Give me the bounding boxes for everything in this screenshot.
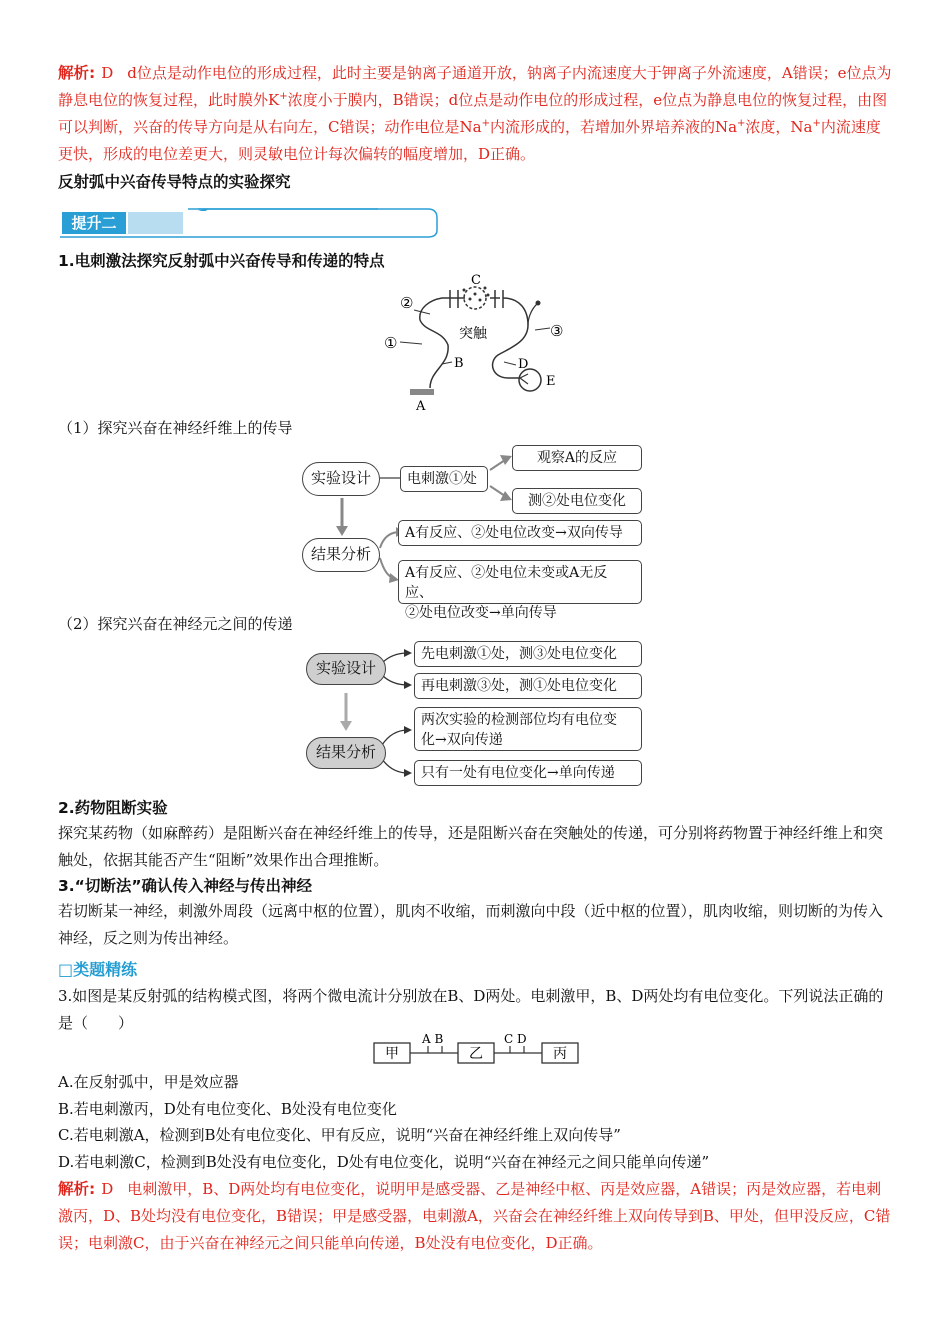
sup-plus: + (481, 118, 490, 129)
question-3: 3.如图是某反射弧的结构模式图，将两个微电流计分别放在B、D两处。电刺激甲，B、D两处均有电位变化。下列说法正确的是（ ） (58, 987, 884, 1032)
heading-2: 2.药物阻断实验 (58, 799, 168, 817)
analysis-text-1: d位点是动作电位的形成过程，此时主要是钠离子通道开放，钠离子内流速度大于钾离子外流速度，A错误；e位点为静息电位的恢复过程，此时膜外K (58, 64, 892, 109)
label-a: A (416, 399, 426, 414)
analysis-2 (58, 1176, 894, 1257)
label-1: ① (384, 334, 398, 352)
label-cd: C D (504, 1032, 527, 1046)
flow2-result: 结果分析 (306, 737, 386, 769)
reflex-arc-simple (370, 1032, 585, 1066)
analysis-answer: D (101, 1180, 114, 1198)
practice-title: □类题精练 (58, 960, 138, 979)
option-d: D.若电刺激C，检测到B处没有电位变化，D处有电位变化，说明“兴奋在神经元之间只能单向传递” (58, 1153, 710, 1171)
flow2-r2: 只有一处有电位变化→单向传递 (414, 760, 642, 786)
label-jia: 甲 (385, 1046, 399, 1062)
flow1-measure: 测②处电位变化 (512, 488, 642, 514)
banner (58, 208, 438, 238)
reflex-arc-diagram (370, 270, 580, 415)
label-bing: 丙 (553, 1046, 567, 1062)
label-ab: A B (422, 1032, 444, 1046)
flow1-r2 (398, 560, 642, 621)
heading-3: 3.“切断法”确认传入神经与传出神经 (58, 877, 313, 895)
option-c: C.若电刺激A，检测到B处有电位变化、甲有反应，说明“兴奋在神经纤维上双向传导” (58, 1126, 621, 1144)
label-synapse: 突触 (459, 326, 487, 342)
flow1-result: 结果分析 (302, 538, 380, 572)
flow1-design: 实验设计 (302, 462, 380, 496)
analysis-text-3: 内流形成的，若增加外界培养液的Na (489, 118, 738, 136)
analysis-label: 解析: (58, 64, 96, 82)
banner-label: 提升二 (62, 212, 126, 234)
analysis-text-5: 内流速度更快，形成的电位差更大，则灵敏电位计每次偏转的幅度增加，D正确。 (58, 118, 881, 163)
option-b: B.若电刺激丙，D处有电位变化、B处没有电位变化 (58, 1100, 397, 1118)
label-3: ③ (550, 322, 564, 340)
flow1-stim: 电刺激①处 (400, 466, 488, 492)
label-b: B (454, 356, 464, 371)
flow1-obs: 观察A的反应 (512, 445, 642, 471)
analysis-text-4: 浓度，Na (745, 118, 813, 136)
flow2-r1a: 两次实验的检测部位均有电位变 (421, 712, 617, 728)
flow1-r2b: ②处电位改变→单向传导 (405, 605, 557, 621)
analysis-answer: D (101, 64, 114, 82)
sup-plus: + (812, 118, 821, 129)
sub-heading-2: （2）探究兴奋在神经元之间的传递 (58, 615, 293, 633)
flow1-r1: A有反应、②处电位改变→双向传导 (398, 520, 642, 546)
flow1-r2a: A有反应、②处电位未变或A无反应、 (405, 565, 608, 601)
analysis-2-text: 电刺激甲，B、D两处均有电位变化，说明甲是感受器、乙是神经中枢、丙是效应器，A错误；丙是效应器，若电刺激丙，D、B处均没有电位变化，B错误；甲是感受器，电刺激A，兴奋会在神经纤维上双向传导到B、甲处，但甲没反应，C错误；电刺激C，由于兴奋在神经元之间只能单向传递，B处没有电位变化，D正确。 (58, 1180, 891, 1252)
label-2: ② (400, 294, 414, 312)
sub-heading-1: （1）探究兴奋在神经纤维上的传导 (58, 419, 293, 437)
sup-plus: + (279, 91, 288, 102)
option-a: A.在反射弧中，甲是效应器 (58, 1073, 239, 1091)
flow2-d1: 先电刺激①处，测③处电位变化 (414, 641, 642, 667)
section-title: 反射弧中兴奋传导特点的实验探究 (58, 173, 291, 191)
banner-tab (128, 212, 183, 234)
label-d: D (518, 357, 529, 372)
paragraph-3: 若切断某一神经，刺激外周段（远离中枢的位置），肌肉不收缩，而刺激向中段（近中枢的位置），肌肉收缩，则切断的为传入神经，反之则为传出神经。 (58, 902, 884, 947)
sup-plus: + (737, 118, 746, 129)
analysis-text-2: 浓度小于膜内，B错误；d位点是动作电位的形成过程，e位点为静息电位的恢复过程，由图可以判断，兴奋的传导方向是从右向左，C错误；动作电位是Na (58, 91, 888, 136)
paragraph-2: 探究某药物（如麻醉药）是阻断兴奋在神经纤维上的传导，还是阻断兴奋在突触处的传递，可分别将药物置于神经纤维上和突触处，依据其能否产生“阻断”效果作出合理推断。 (58, 824, 884, 869)
analysis-label: 解析: (58, 1180, 96, 1198)
flow2-d2: 再电刺激③处，测①处电位变化 (414, 673, 642, 699)
label-c: C (471, 273, 481, 288)
flow2-design: 实验设计 (306, 653, 386, 685)
label-e: E (546, 374, 556, 389)
heading-1: 1.电刺激法探究反射弧中兴奋传导和传递的特点 (58, 252, 385, 270)
analysis-1 (58, 60, 894, 168)
flow2-r1b: 化→双向传递 (421, 732, 503, 748)
flow2-r1 (414, 707, 642, 751)
label-yi: 乙 (469, 1046, 483, 1062)
